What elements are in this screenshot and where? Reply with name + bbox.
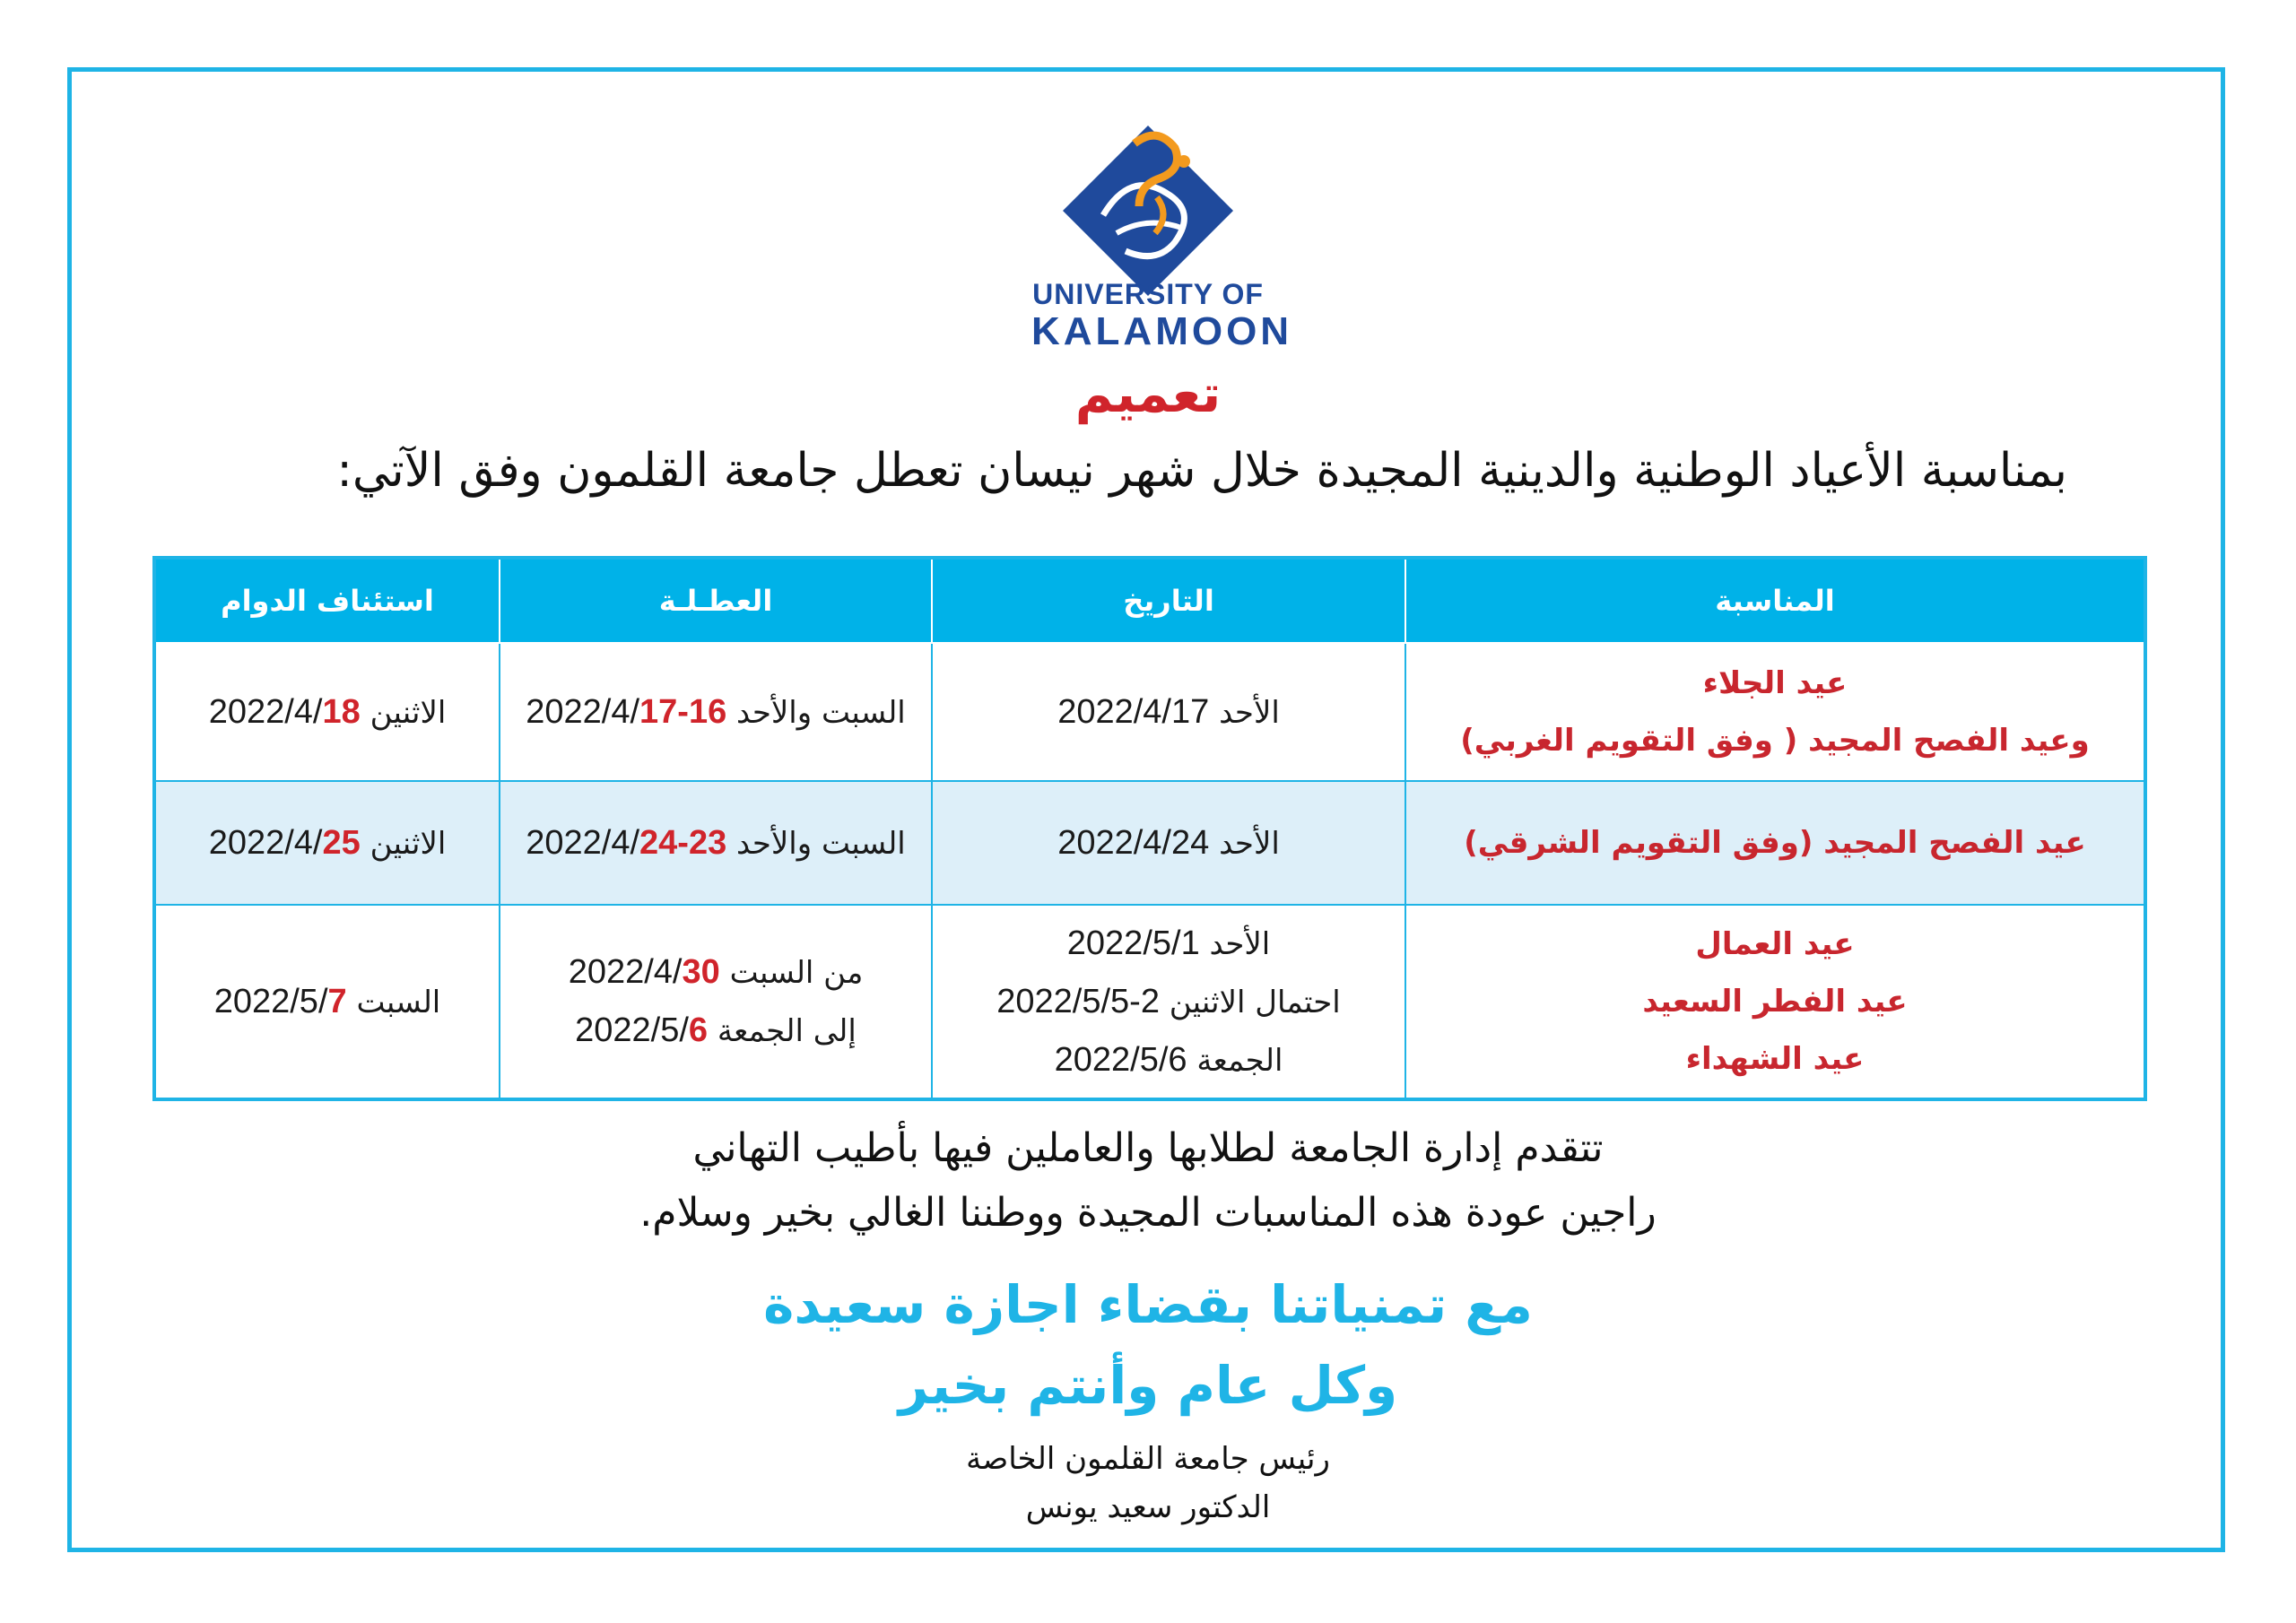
occasion-cell <box>1405 905 2145 1099</box>
holiday-schedule-table <box>152 556 2147 1101</box>
resume-entry <box>157 683 498 742</box>
occasion-name: وعيد الفصح المجيد ( وفق التقويم الغربي) <box>1460 723 2090 759</box>
day-label: الاثنين <box>370 825 447 862</box>
holiday-cell <box>500 781 932 905</box>
date-value: 2022/5/6 <box>1054 1040 1187 1079</box>
closing-line-1: تتقدم إدارة الجامعة لطلابها والعاملين فيها بأطيب التهاني <box>692 1125 1604 1171</box>
occasion-name: عيد العمال <box>1695 926 1855 962</box>
signature-name: الدكتور سعيد يونس <box>1025 1489 1271 1525</box>
occasion-name: عيد الفصح المجيد (وفق التقويم الشرقي) <box>1464 825 2086 861</box>
logo-line-2: KALAMOON <box>1031 309 1293 353</box>
date-entry <box>934 973 1404 1031</box>
date-prefix: 2022/5/ <box>213 982 328 1020</box>
highlight-day: 6 <box>688 1011 709 1049</box>
date-cell <box>932 643 1405 781</box>
date-entry <box>934 915 1404 973</box>
holiday-wish <box>0 1264 2296 1426</box>
day-label: الجمعة <box>1196 1042 1283 1079</box>
holiday-entry <box>501 1002 930 1060</box>
resume-cell <box>154 781 500 905</box>
holiday-date <box>575 1011 708 1049</box>
date-entry <box>934 683 1404 742</box>
highlight-days: 24-23 <box>639 823 727 862</box>
university-logo-text <box>1031 278 1293 353</box>
header-resume: استئناف الدوام <box>154 558 500 643</box>
day-label: الاثنين <box>370 694 447 731</box>
day-label: إلى الجمعة <box>717 1013 857 1049</box>
resume-date <box>214 983 347 1020</box>
resume-date <box>209 693 361 731</box>
occasion-name: عيد الجلاء <box>1702 665 1848 701</box>
day-label: السبت <box>356 984 441 1020</box>
date-cell <box>932 905 1405 1099</box>
occasion-cell <box>1405 781 2145 905</box>
signature-block <box>0 1435 2296 1532</box>
table-row <box>154 781 2145 905</box>
holiday-entry <box>501 683 930 742</box>
holiday-entry <box>501 943 930 1002</box>
occasion-cell <box>1405 643 2145 781</box>
holiday-date <box>569 953 720 991</box>
holiday-cell <box>500 905 932 1099</box>
holiday-entry <box>501 814 930 872</box>
table-row <box>154 643 2145 781</box>
date-prefix: 2022/4/ <box>568 953 683 991</box>
date-prefix: 2022/4/ <box>208 692 323 731</box>
date-prefix: 2022/5/ <box>575 1011 689 1049</box>
date-prefix: 2022/4/ <box>526 692 640 731</box>
date-value: 2022/4/24 <box>1057 823 1210 862</box>
resume-entry <box>157 973 498 1031</box>
resume-entry <box>157 814 498 872</box>
day-label: الأحد <box>1219 694 1280 731</box>
holiday-date <box>526 824 726 862</box>
date-value: 2022/5/1 <box>1066 924 1200 962</box>
date-value: 2022/5/5-2 <box>996 982 1160 1020</box>
holiday-cell <box>500 643 932 781</box>
day-label: السبت والأحد <box>736 694 906 731</box>
day-label: الأحد <box>1209 925 1271 962</box>
occasion-name: عيد الفطر السعيد <box>1642 984 1908 1020</box>
resume-cell <box>154 643 500 781</box>
intro-text: بمناسبة الأعياد الوطنية والدينية المجيدة خلال شهر نيسان تعطل جامعة القلمون وفق الآتي: <box>336 444 2067 498</box>
holiday-date <box>526 693 726 731</box>
resume-date <box>209 824 361 862</box>
date-entry <box>934 814 1404 872</box>
day-label: الأحد <box>1219 825 1280 862</box>
table-header-row <box>154 558 2145 643</box>
date-prefix: 2022/4/ <box>208 823 323 862</box>
date-entry <box>934 1031 1404 1089</box>
highlight-day: 7 <box>327 982 347 1020</box>
highlight-day: 25 <box>322 823 361 862</box>
date-cell <box>932 781 1405 905</box>
header-date: التاريخ <box>932 558 1405 643</box>
closing-message <box>0 1116 2296 1245</box>
closing-line-2: راجين عودة هذه المناسبات المجيدة ووطننا الغالي بخير وسلام. <box>639 1190 1657 1236</box>
logo-line-1: UNIVERSITY OF <box>1032 278 1264 310</box>
resume-cell <box>154 905 500 1099</box>
header-occasion: المناسبة <box>1405 558 2145 643</box>
header-holiday: العطـلـة <box>500 558 932 643</box>
occasion-name: عيد الشهداء <box>1685 1041 1865 1077</box>
highlight-day: 30 <box>682 953 720 991</box>
highlight-days: 17-16 <box>639 692 727 731</box>
day-label: احتمال الاثنين <box>1169 984 1341 1020</box>
highlight-day: 18 <box>322 692 361 731</box>
date-prefix: 2022/4/ <box>526 823 640 862</box>
day-label: السبت والأحد <box>736 825 906 862</box>
page-title: تعميم <box>1074 363 1222 424</box>
date-value: 2022/4/17 <box>1057 692 1210 731</box>
wish-line-2: وكل عام وأنتم بخير <box>898 1355 1398 1416</box>
signature-title: رئيس جامعة القلمون الخاصة <box>966 1441 1330 1477</box>
table-row <box>154 905 2145 1099</box>
day-label: من السبت <box>729 955 864 991</box>
wish-line-1: مع تمنياتنا بقضاء اجازة سعيدة <box>763 1274 1533 1335</box>
